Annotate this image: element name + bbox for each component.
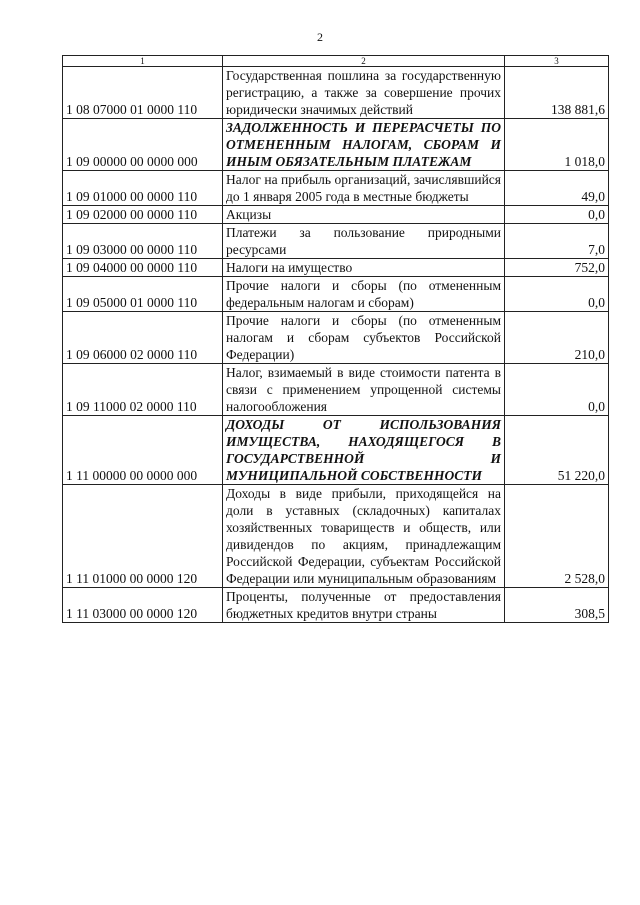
table-row	[63, 67, 609, 119]
income-name: Доходы в виде прибыли, приходящейся на доли в уставных (складочных) капиталах хозяйственных товариществ и обществ, или дивидендов по акциям, принадлежащим Российской Федерации, субъектам Российской Федерации или муниципальным образованиям	[223, 485, 505, 588]
table-row	[63, 485, 609, 588]
table-row	[63, 277, 609, 312]
budget-code: 1 09 04000 00 0000 110	[63, 259, 223, 277]
amount: 138 881,6	[505, 67, 609, 119]
column-header-2: 2	[223, 56, 505, 67]
amount: 308,5	[505, 588, 609, 623]
income-name: Налог, взимаемый в виде стоимости патента в связи с применением упрощенной системы налогообложения	[223, 364, 505, 416]
table-row	[63, 416, 609, 485]
table-row	[63, 224, 609, 259]
page-number: 2	[317, 30, 323, 44]
budget-code: 1 11 03000 00 0000 120	[63, 588, 223, 623]
column-header-1: 1	[63, 56, 223, 67]
table-header-row	[63, 56, 609, 67]
budget-code: 1 09 05000 01 0000 110	[63, 277, 223, 312]
table-row	[63, 259, 609, 277]
income-name: Прочие налоги и сборы (по отмененным налогам и сборам субъектов Российской Федерации)	[223, 312, 505, 364]
amount: 752,0	[505, 259, 609, 277]
budget-code: 1 09 01000 00 0000 110	[63, 171, 223, 206]
amount: 0,0	[505, 277, 609, 312]
income-name: Налоги на имущество	[223, 259, 505, 277]
column-header-3: 3	[505, 56, 609, 67]
income-name: ЗАДОЛЖЕННОСТЬ И ПЕРЕРАСЧЕТЫ ПО ОТМЕНЕННЫМ НАЛОГАМ, СБОРАМ И ИНЫМ ОБЯЗАТЕЛЬНЫМ ПЛАТЕЖАМ	[223, 119, 505, 171]
amount: 7,0	[505, 224, 609, 259]
amount: 210,0	[505, 312, 609, 364]
income-name: Государственная пошлина за государственную регистрацию, а также за совершение прочих юридически значимых действий	[223, 67, 505, 119]
amount: 51 220,0	[505, 416, 609, 485]
budget-code: 1 08 07000 01 0000 110	[63, 67, 223, 119]
income-name: Акцизы	[223, 206, 505, 224]
amount: 2 528,0	[505, 485, 609, 588]
budget-code: 1 11 00000 00 0000 000	[63, 416, 223, 485]
amount: 0,0	[505, 364, 609, 416]
budget-code: 1 11 01000 00 0000 120	[63, 485, 223, 588]
budget-code: 1 09 03000 00 0000 110	[63, 224, 223, 259]
amount: 0,0	[505, 206, 609, 224]
budget-code: 1 09 02000 00 0000 110	[63, 206, 223, 224]
income-name: Проценты, полученные от предоставления бюджетных кредитов внутри страны	[223, 588, 505, 623]
income-name: Налог на прибыль организаций, зачислявшийся до 1 января 2005 года в местные бюджеты	[223, 171, 505, 206]
table-row	[63, 206, 609, 224]
budget-code: 1 09 11000 02 0000 110	[63, 364, 223, 416]
budget-table	[62, 55, 609, 623]
table-row	[63, 119, 609, 171]
table-row	[63, 171, 609, 206]
table-row	[63, 364, 609, 416]
budget-code: 1 09 06000 02 0000 110	[63, 312, 223, 364]
income-name: ДОХОДЫ ОТ ИСПОЛЬЗОВАНИЯ ИМУЩЕСТВА, НАХОДЯЩЕГОСЯ В ГОСУДАРСТВЕННОЙ И МУНИЦИПАЛЬНОЙ СОБСТВЕННОСТИ	[223, 416, 505, 485]
table-row	[63, 312, 609, 364]
table-row	[63, 588, 609, 623]
income-name: Прочие налоги и сборы (по отмененным федеральным налогам и сборам)	[223, 277, 505, 312]
amount: 1 018,0	[505, 119, 609, 171]
budget-code: 1 09 00000 00 0000 000	[63, 119, 223, 171]
amount: 49,0	[505, 171, 609, 206]
income-name: Платежи за пользование природными ресурсами	[223, 224, 505, 259]
